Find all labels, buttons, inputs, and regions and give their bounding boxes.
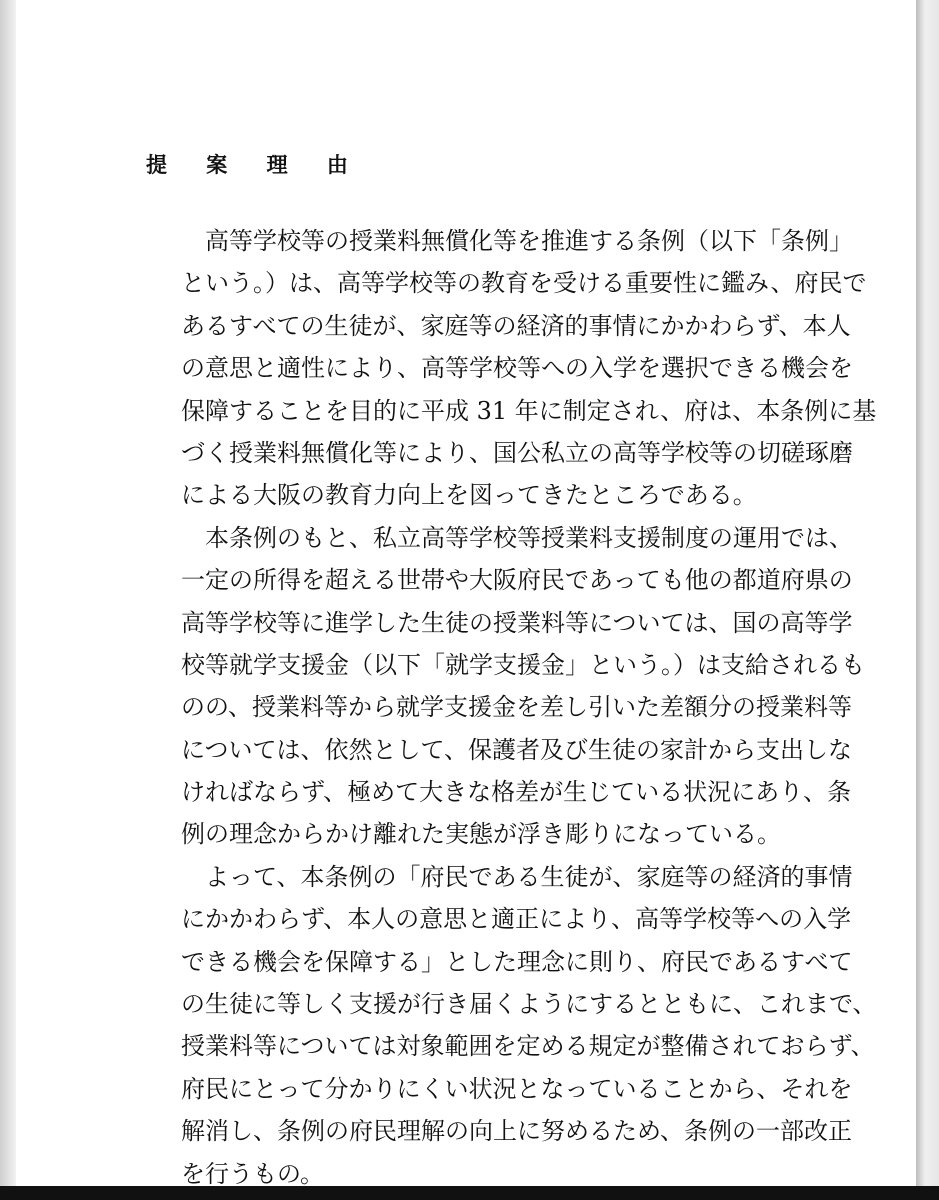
text-line: という。）は、高等学校等の教育を受ける重要性に鑑み、府民で	[181, 269, 867, 298]
document-heading: 提 案 理 由	[146, 152, 364, 177]
text-line: にかかわらず、本人の意思と適正により、高等学校等への入学	[181, 905, 852, 934]
page-left-edge	[0, 0, 16, 1186]
text-line: による大阪の教育力向上を図ってきたところである。	[181, 481, 757, 510]
text-line: 授業料等については対象範囲を定める規定が整備されておらず、	[181, 1032, 875, 1061]
text-line: 一定の所得を超える世帯や大阪府民であっても他の都道府県の	[181, 566, 853, 595]
scroll-gutter	[916, 0, 939, 1186]
text-line: ければならず、極めて大きな格差が生じている状況にあり、条	[181, 778, 852, 807]
text-line: 高等学校等に進学した生徒の授業料等については、国の高等学	[181, 608, 853, 637]
text-line: を行うもの。	[181, 1159, 325, 1188]
text-line: あるすべての生徒が、家庭等の経済的事情にかかわらず、本人	[181, 311, 851, 340]
text-line: については、依然として、保護者及び生徒の家計から支出しな	[181, 735, 853, 764]
text-line: できる機会を保障する」とした理念に則り、府民であるすべて	[181, 947, 853, 976]
text-line: 本条例のもと、私立高等学校等授業料支援制度の運用では、	[205, 523, 853, 552]
text-line: 高等学校等の授業料無償化等を推進する条例（以下「条例」	[205, 227, 853, 255]
text-line: 校等就学支援金（以下「就学支援金」という。）は支給されるも	[181, 650, 865, 679]
text-line: 府民にとって分かりにくい状況となっていることから、それを	[181, 1074, 853, 1103]
text-line: の意思と適性により、高等学校等への入学を選択できる機会を	[181, 354, 853, 383]
document-body	[181, 220, 877, 1195]
text-line: のの、授業料等から就学支援金を差し引いた差額分の授業料等	[181, 693, 853, 722]
text-line: 例の理念からかけ離れた実態が浮き彫りになっている。	[181, 820, 781, 849]
text-line: 保障することを目的に平成 31 年に制定され、府は、本条例に基	[181, 396, 877, 425]
text-line: よって、本条例の「府民である生徒が、家庭等の経済的事情	[205, 862, 853, 891]
text-line: の生徒に等しく支援が行き届くようにするとともに、これまで、	[181, 990, 877, 1019]
text-line: づく授業料無償化等により、国公私立の高等学校等の切磋琢磨	[181, 438, 853, 467]
text-line: 解消し、条例の府民理解の向上に努めるため、条例の一部改正	[181, 1117, 853, 1146]
